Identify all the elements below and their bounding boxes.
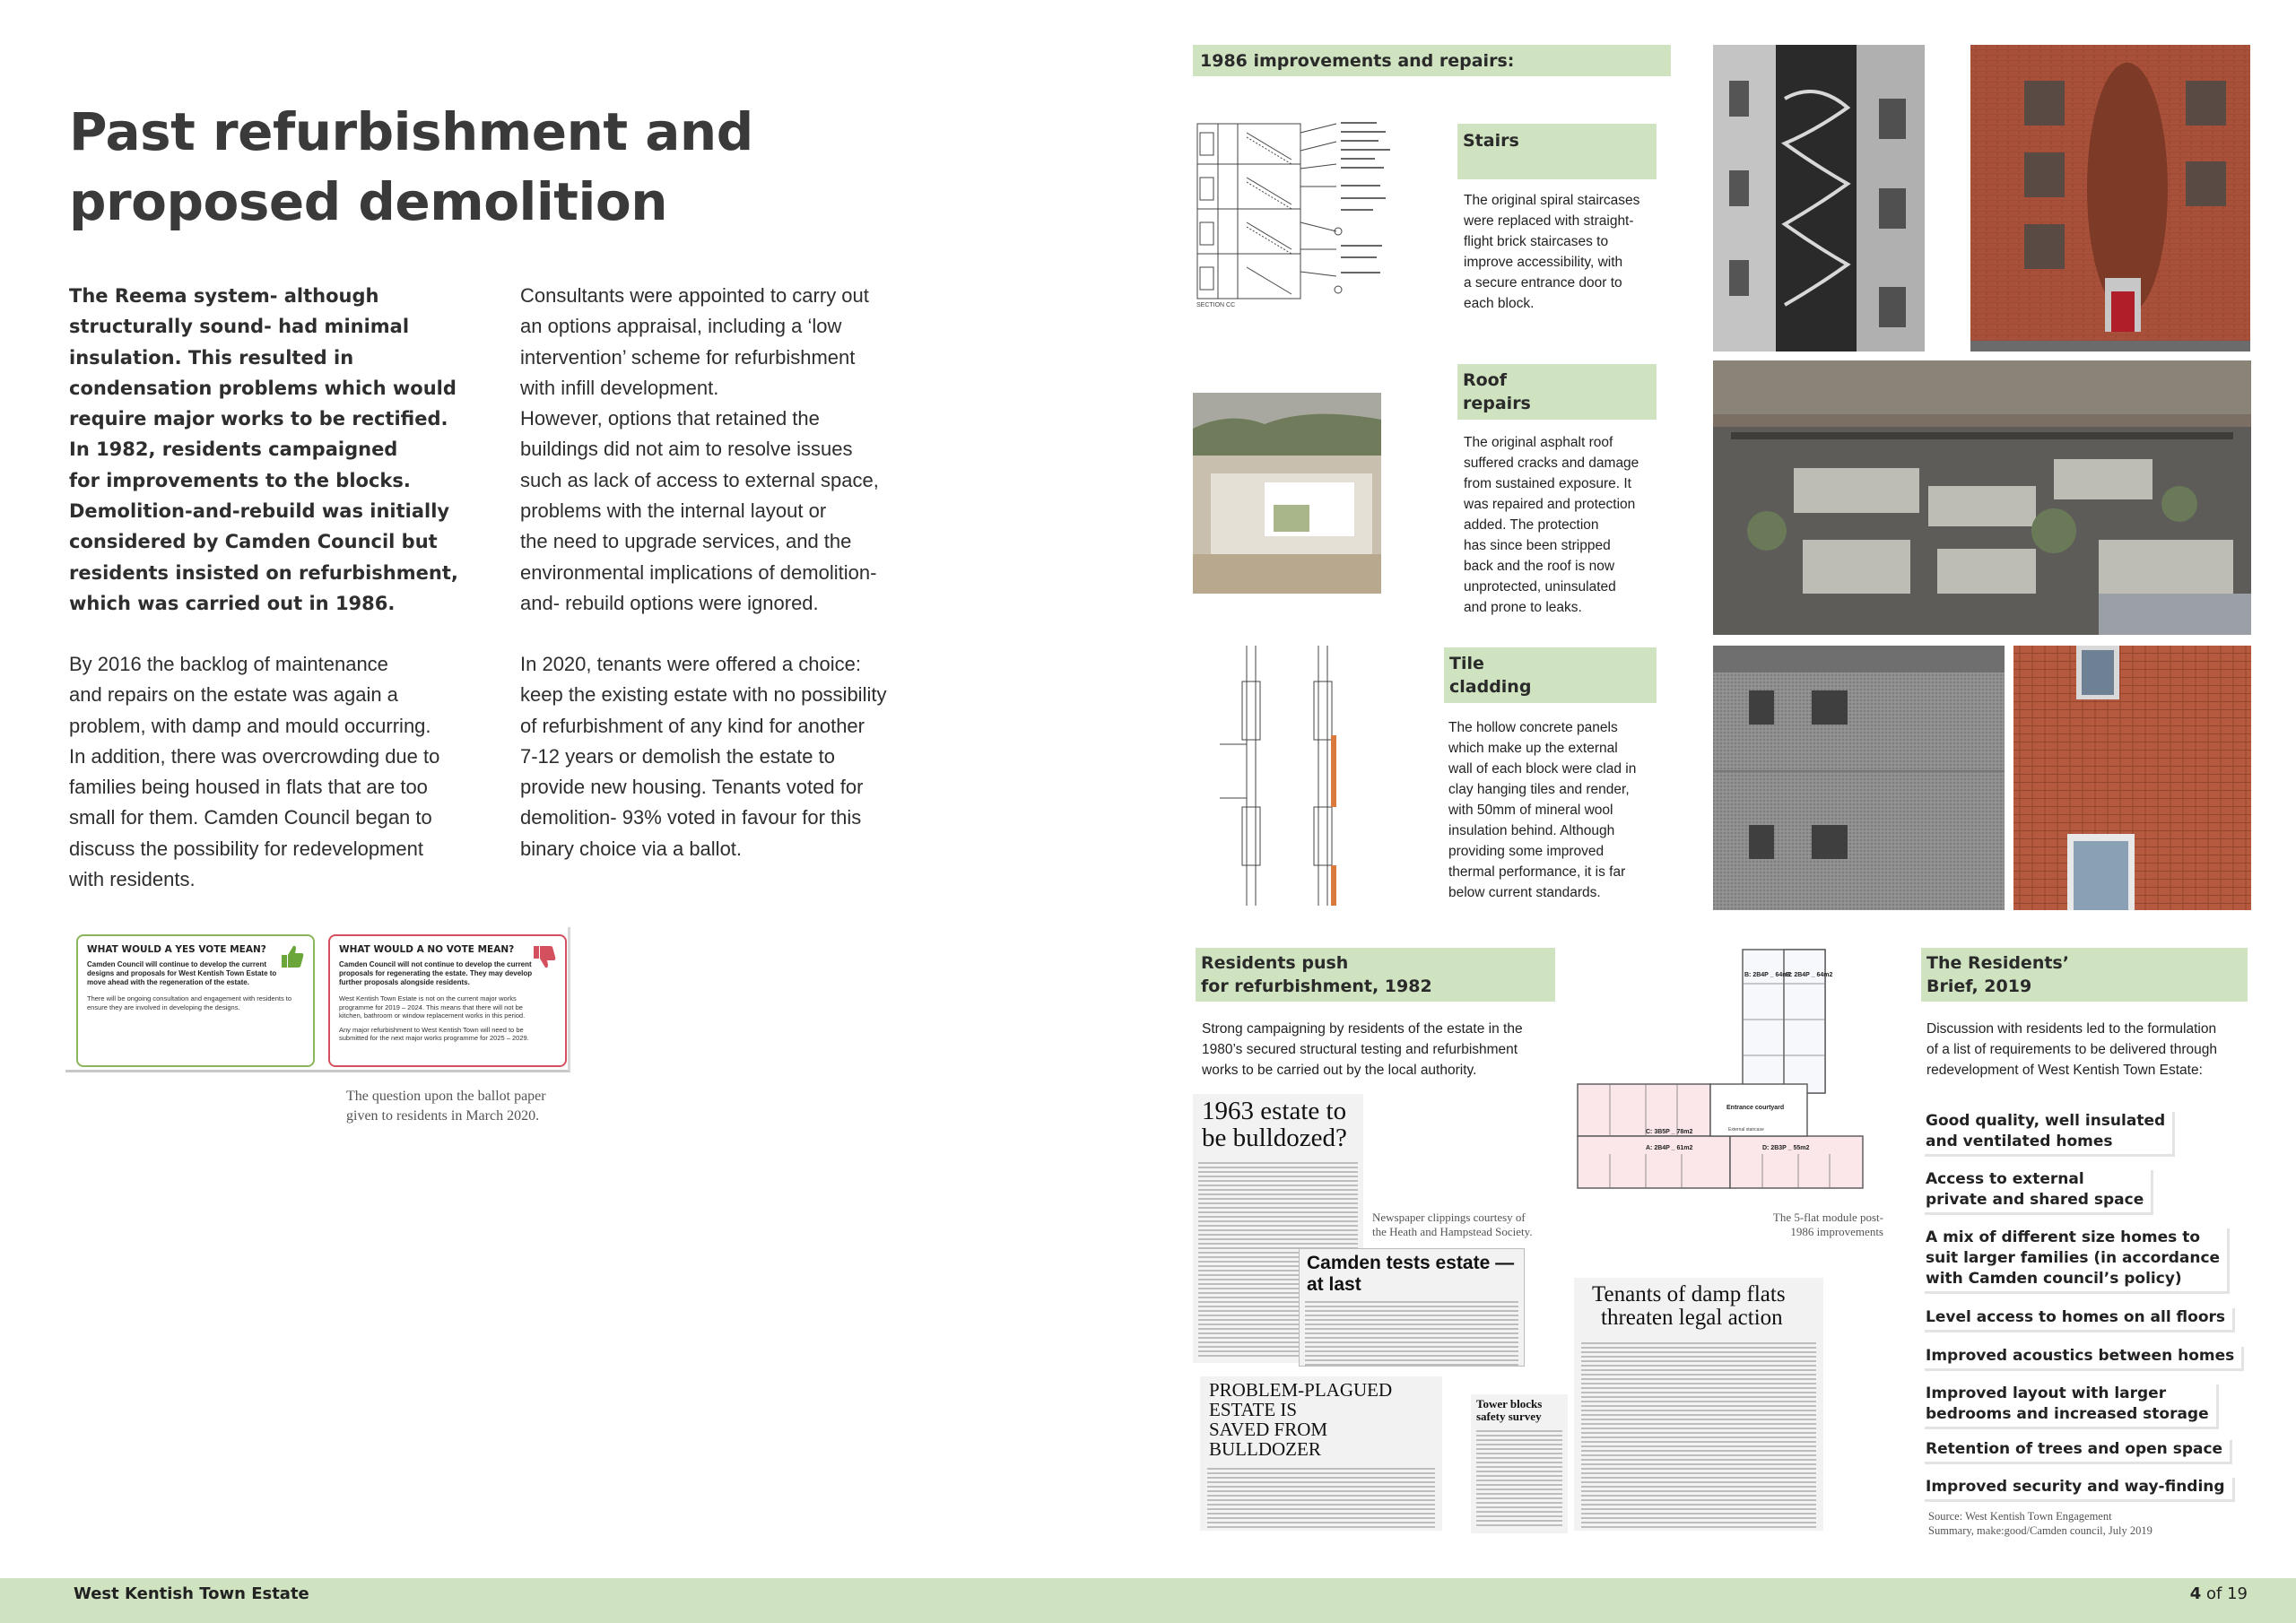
aerial-estate-photo (1713, 360, 2251, 635)
news-clipping-1963: 1963 estate to be bulldozed? (1193, 1094, 1363, 1363)
plan-label-courtyard: Entrance courtyard (1726, 1105, 1785, 1111)
roof-photo (1193, 393, 1381, 594)
brick-staircase-photo (1970, 45, 2250, 352)
plan-label-d: D: 2B3P _ 55m2 (1762, 1145, 1810, 1151)
no-vote-text-2: Any major refurbishment to West Kentish Town will need to be submitted for the next major works programme for 2025 – 2029. (339, 1025, 529, 1042)
roof-label: Roof repairs (1457, 364, 1657, 420)
thumbs-down-icon (531, 943, 558, 970)
page-title: Past refurbishment and proposed demolition (69, 101, 753, 232)
news-clipping-tenants-damp: Tenants of damp flats threaten legal action (1574, 1278, 1823, 1531)
brief-item-external-space: Access to external private and shared space (1922, 1167, 2151, 1212)
tile-cladding-drawing (1193, 646, 1381, 906)
footer-estate-name: West Kentish Town Estate (74, 1584, 309, 1603)
no-vote-title: WHAT WOULD A NO VOTE MEAN? (339, 944, 515, 955)
floor-plan-caption: The 5-flat module post- 1986 improvements (1772, 1211, 1883, 1238)
yes-vote-text: There will be ongoing consultation and engagement with residents to ensure they are involved in developing the designs. (87, 994, 292, 1011)
plan-label-stair: External staircase (1728, 1127, 1764, 1133)
plan-label-b2: B: 2B4P _ 64m2 (1786, 972, 1833, 978)
stair-section-drawing (1193, 115, 1431, 312)
thumbs-up-icon (279, 943, 306, 970)
tile-cladding-text: The hollow concrete panels which make up the external wall of each block were clad in clay hanging tiles and render, with 50mm of mineral wool insulation behind. Although providing some improved thermal performance, it is far below current standards. (1448, 720, 1637, 900)
roof-text: The original asphalt roof suffered cracks and damage from sustained exposure. It was repaired and protection added. The protection has since been stripped back and the roof is now unprotected, uninsulated and prone to leaks. (1464, 435, 1639, 615)
news-clipping-saved-from-bulldozer: PROBLEM-PLAGUED ESTATE IS SAVED FROM BULLDOZER (1200, 1376, 1442, 1531)
concrete-panel-photo (1713, 646, 2005, 910)
plan-label-c: C: 3B5P _ 78m2 (1646, 1129, 1693, 1135)
ballot-paper-image (65, 927, 570, 1072)
brief-item-mix-of-homes: A mix of different size homes to suit larger families (in accordance with Camden council’s policy) (1922, 1226, 2227, 1291)
tile-cladding-label: Tile cladding (1444, 647, 1657, 703)
consultants-text: Consultants were appointed to carry out an options appraisal, including a ‘low intervention’ scheme for refurbishment with infill development. However, options that retained the buildings did not aim to resolve issues such as lack of access to external space, problems with the internal layout or the need to upgrade services, and the environmental implications of demolition- and- rebuild options were ignored. (520, 284, 879, 614)
no-vote-text-1: West Kentish Town Estate is not on the current major works programme for 2019 – 2024. This means that there will not be kitchen, bathroom or window replacement works in this period. (339, 994, 526, 1020)
residents-brief-label: The Residents’ Brief, 2019 (1921, 948, 2248, 1002)
section-cc-label: SECTION CC (1196, 302, 1236, 308)
plan-label-b1: B: 2B4P _ 64m2 (1744, 972, 1792, 978)
residents-brief-intro: Discussion with residents led to the formulation of a list of requirements to be delivered through redevelopment of West Kentish Town Estate: (1926, 1021, 2217, 1078)
residents-push-text: Strong campaigning by residents of the estate in the 1980’s secured structural testing and refurbishment works to be carried out by the local authority. (1202, 1021, 1523, 1078)
stairs-label: Stairs (1457, 124, 1657, 179)
news-clipping-camden-tests: Camden tests estate — at last (1299, 1248, 1525, 1367)
brief-item-level-access: Level access to homes on all floors (1922, 1306, 2232, 1330)
floor-plan-drawing (1574, 948, 1868, 1208)
improvements-heading: 1986 improvements and repairs: (1193, 45, 1671, 76)
no-vote-box (328, 934, 567, 1067)
ballot-text: In 2020, tenants were offered a choice: keep the existing estate with no possibility of refurbishment of any kind for another 7-12 years or demolish the estate to provide new housing. Tenants voted for demolition- 93% voted in favour for this binary choice via a ballot. (520, 653, 887, 860)
ballot-caption: The question upon the ballot paper given to residents in March 2020. (346, 1089, 546, 1124)
brief-item-acoustics: Improved acoustics between homes (1922, 1344, 2241, 1368)
no-vote-lead: Camden Council will not continue to develop the current proposals for regenerating the estate. They may develop further proposals alongside residents. (339, 960, 533, 986)
brief-item-trees-open-space: Retention of trees and open space (1922, 1437, 2230, 1462)
footer-bar (0, 1578, 2296, 1623)
residents-push-label: Residents push for refurbishment, 1982 (1196, 948, 1555, 1002)
stairs-text: The original spiral staircases were replaced with straight- flight brick staircases to improve accessibility, with a secure entrance door to each block. (1464, 193, 1640, 311)
tile-hanging-photo (2013, 646, 2251, 910)
brief-source: Source: West Kentish Town Engagement Summary, make:good/Camden council, July 2019 (1928, 1510, 2152, 1537)
plan-label-a: A: 2B4P _ 61m2 (1646, 1145, 1693, 1151)
yes-vote-lead: Camden Council will continue to develop the current designs and proposals for West Kentish Town Estate to move ahead with the regeneration of the estate. (87, 960, 277, 986)
brief-item-insulated-homes: Good quality, well insulated and ventilated homes (1922, 1109, 2172, 1154)
backlog-text: By 2016 the backlog of maintenance and repairs on the estate was again a problem, with damp and mould occurring. In addition, there was overcrowding due to families being housed in flats that are too small for them. Camden Council began to discuss the possibility for redevelopment with residents. (69, 653, 440, 891)
page-number: 4 of 19 (2189, 1584, 2248, 1603)
intro-bold-text: The Reema system- although structurally sound- had minimal insulation. This resulted in condensation problems which would require major works to be rectified. In 1982, residents campaigned for improvements to the blocks. Demolition-and-rebuild was initially considered by Camden Council but residents insisted on refurbishment, which was carried out in 1986. (69, 285, 458, 614)
newspaper-caption: Newspaper clippings courtesy of the Heath and Hampstead Society. (1372, 1211, 1533, 1238)
news-clipping-tower-blocks: Tower blocks safety survey (1471, 1394, 1568, 1533)
yes-vote-box (76, 934, 315, 1067)
yes-vote-title: WHAT WOULD A YES VOTE MEAN? (87, 944, 266, 955)
spiral-staircase-photo (1713, 45, 1925, 352)
brief-item-security: Improved security and way-finding (1922, 1475, 2232, 1499)
brief-item-improved-layout: Improved layout with larger bedrooms and increased storage (1922, 1382, 2216, 1427)
